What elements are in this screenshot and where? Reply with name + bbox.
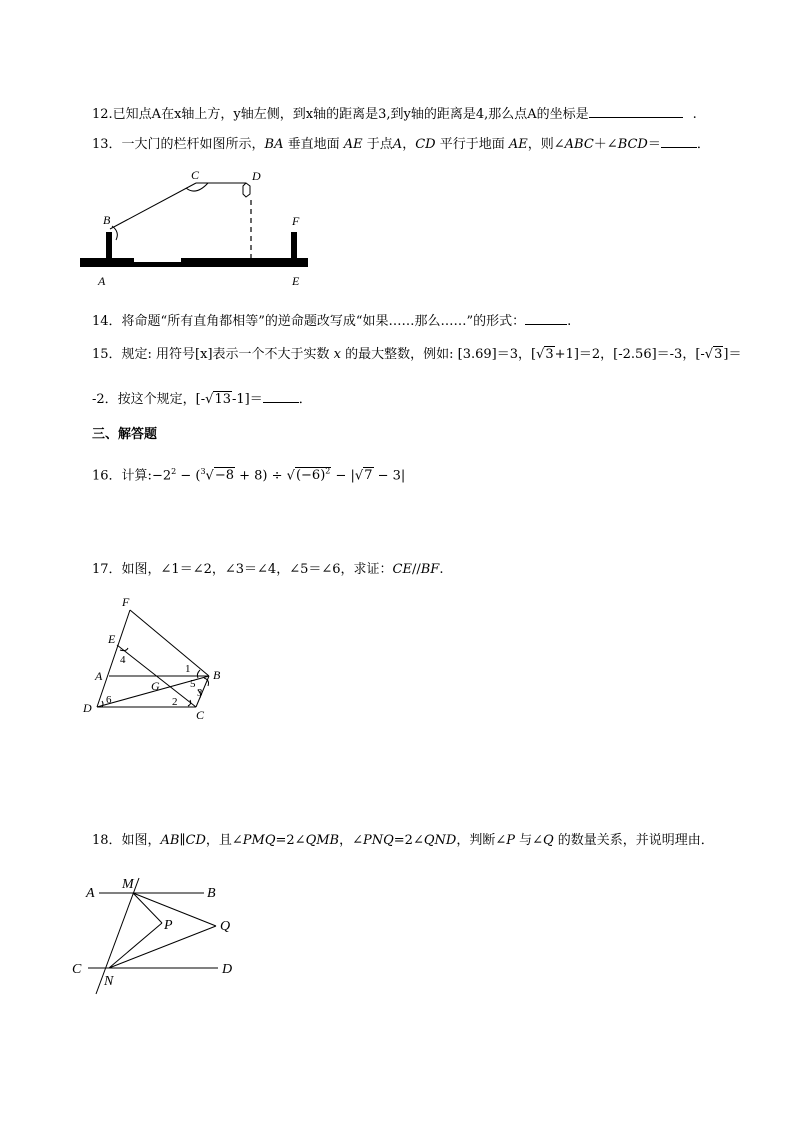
question-17: 17．如图，∠1＝∠2，∠3＝∠4，∠5＝∠6，求证：CE//BF. [92,562,444,577]
question-18: 18．如图，AB∥CD，且∠PMQ=2∠QMB，∠PNQ=2∠QND，判断∠P 与∠Q 的数量关系，并说明理由． [92,833,714,848]
label-A: A [86,886,95,901]
label-D: D [252,169,261,183]
question-14: 14．将命题“所有直角都相等”的逆命题改写成“如果……那么……”的形式： . [92,311,571,331]
label-D: D [222,962,233,977]
label-1: 1 [185,663,191,675]
q12-text: 12.已知点A在x轴上方，y轴左侧，到x轴的距离是3,到y轴的距离是4,那么点A的坐标是 [92,107,589,122]
label-4: 4 [120,654,126,666]
question-15-line1: 15．规定: 用符号[x]表示一个不大于实数 x 的最大整数，例如: [3.69]＝3，[√3+1]＝2，[-2.56]＝-3，[-√3]＝ [92,347,742,362]
question-15-line2: -2．按这个规定，[-√13-1]＝ ． [92,389,312,409]
question-12: 12.已知点A在x轴上方，y轴左侧，到x轴的距离是3,到y轴的距离是4,那么点A的坐标是 . [92,104,697,124]
label-A: A [98,274,106,288]
label-E: E [292,274,300,288]
label-3: 3 [197,687,203,699]
label-B: B [207,886,216,901]
label-C: C [72,962,82,977]
label-E: E [108,632,116,646]
label-C: C [196,708,205,722]
label-F: F [122,595,130,609]
label-P: P [164,918,173,933]
label-B: B [103,213,111,227]
question-16: 16．计算$:-2^2 - (^3√-8 + 8) \div √(-6)^2 - |√7 - 3|$ [92,467,406,484]
section-heading: 三、解答题 [92,427,158,442]
label-M: M [122,877,134,892]
label-B: B [213,668,221,682]
label-N: N [104,974,114,989]
question-13: 13．一大门的栏杆如图所示，BA 垂直地面 AE 于点A，CD 平行于地面 AE，则∠ABC＋∠BCD＝ ． [92,134,710,154]
label-G: G [151,679,160,693]
label-D: D [83,701,92,715]
label-A: A [95,669,103,683]
label-Q: Q [220,919,231,934]
label-2: 2 [172,696,178,708]
label-C: C [191,168,200,182]
label-5: 5 [190,678,196,690]
label-F: F [292,214,300,228]
label-6: 6 [106,694,112,706]
